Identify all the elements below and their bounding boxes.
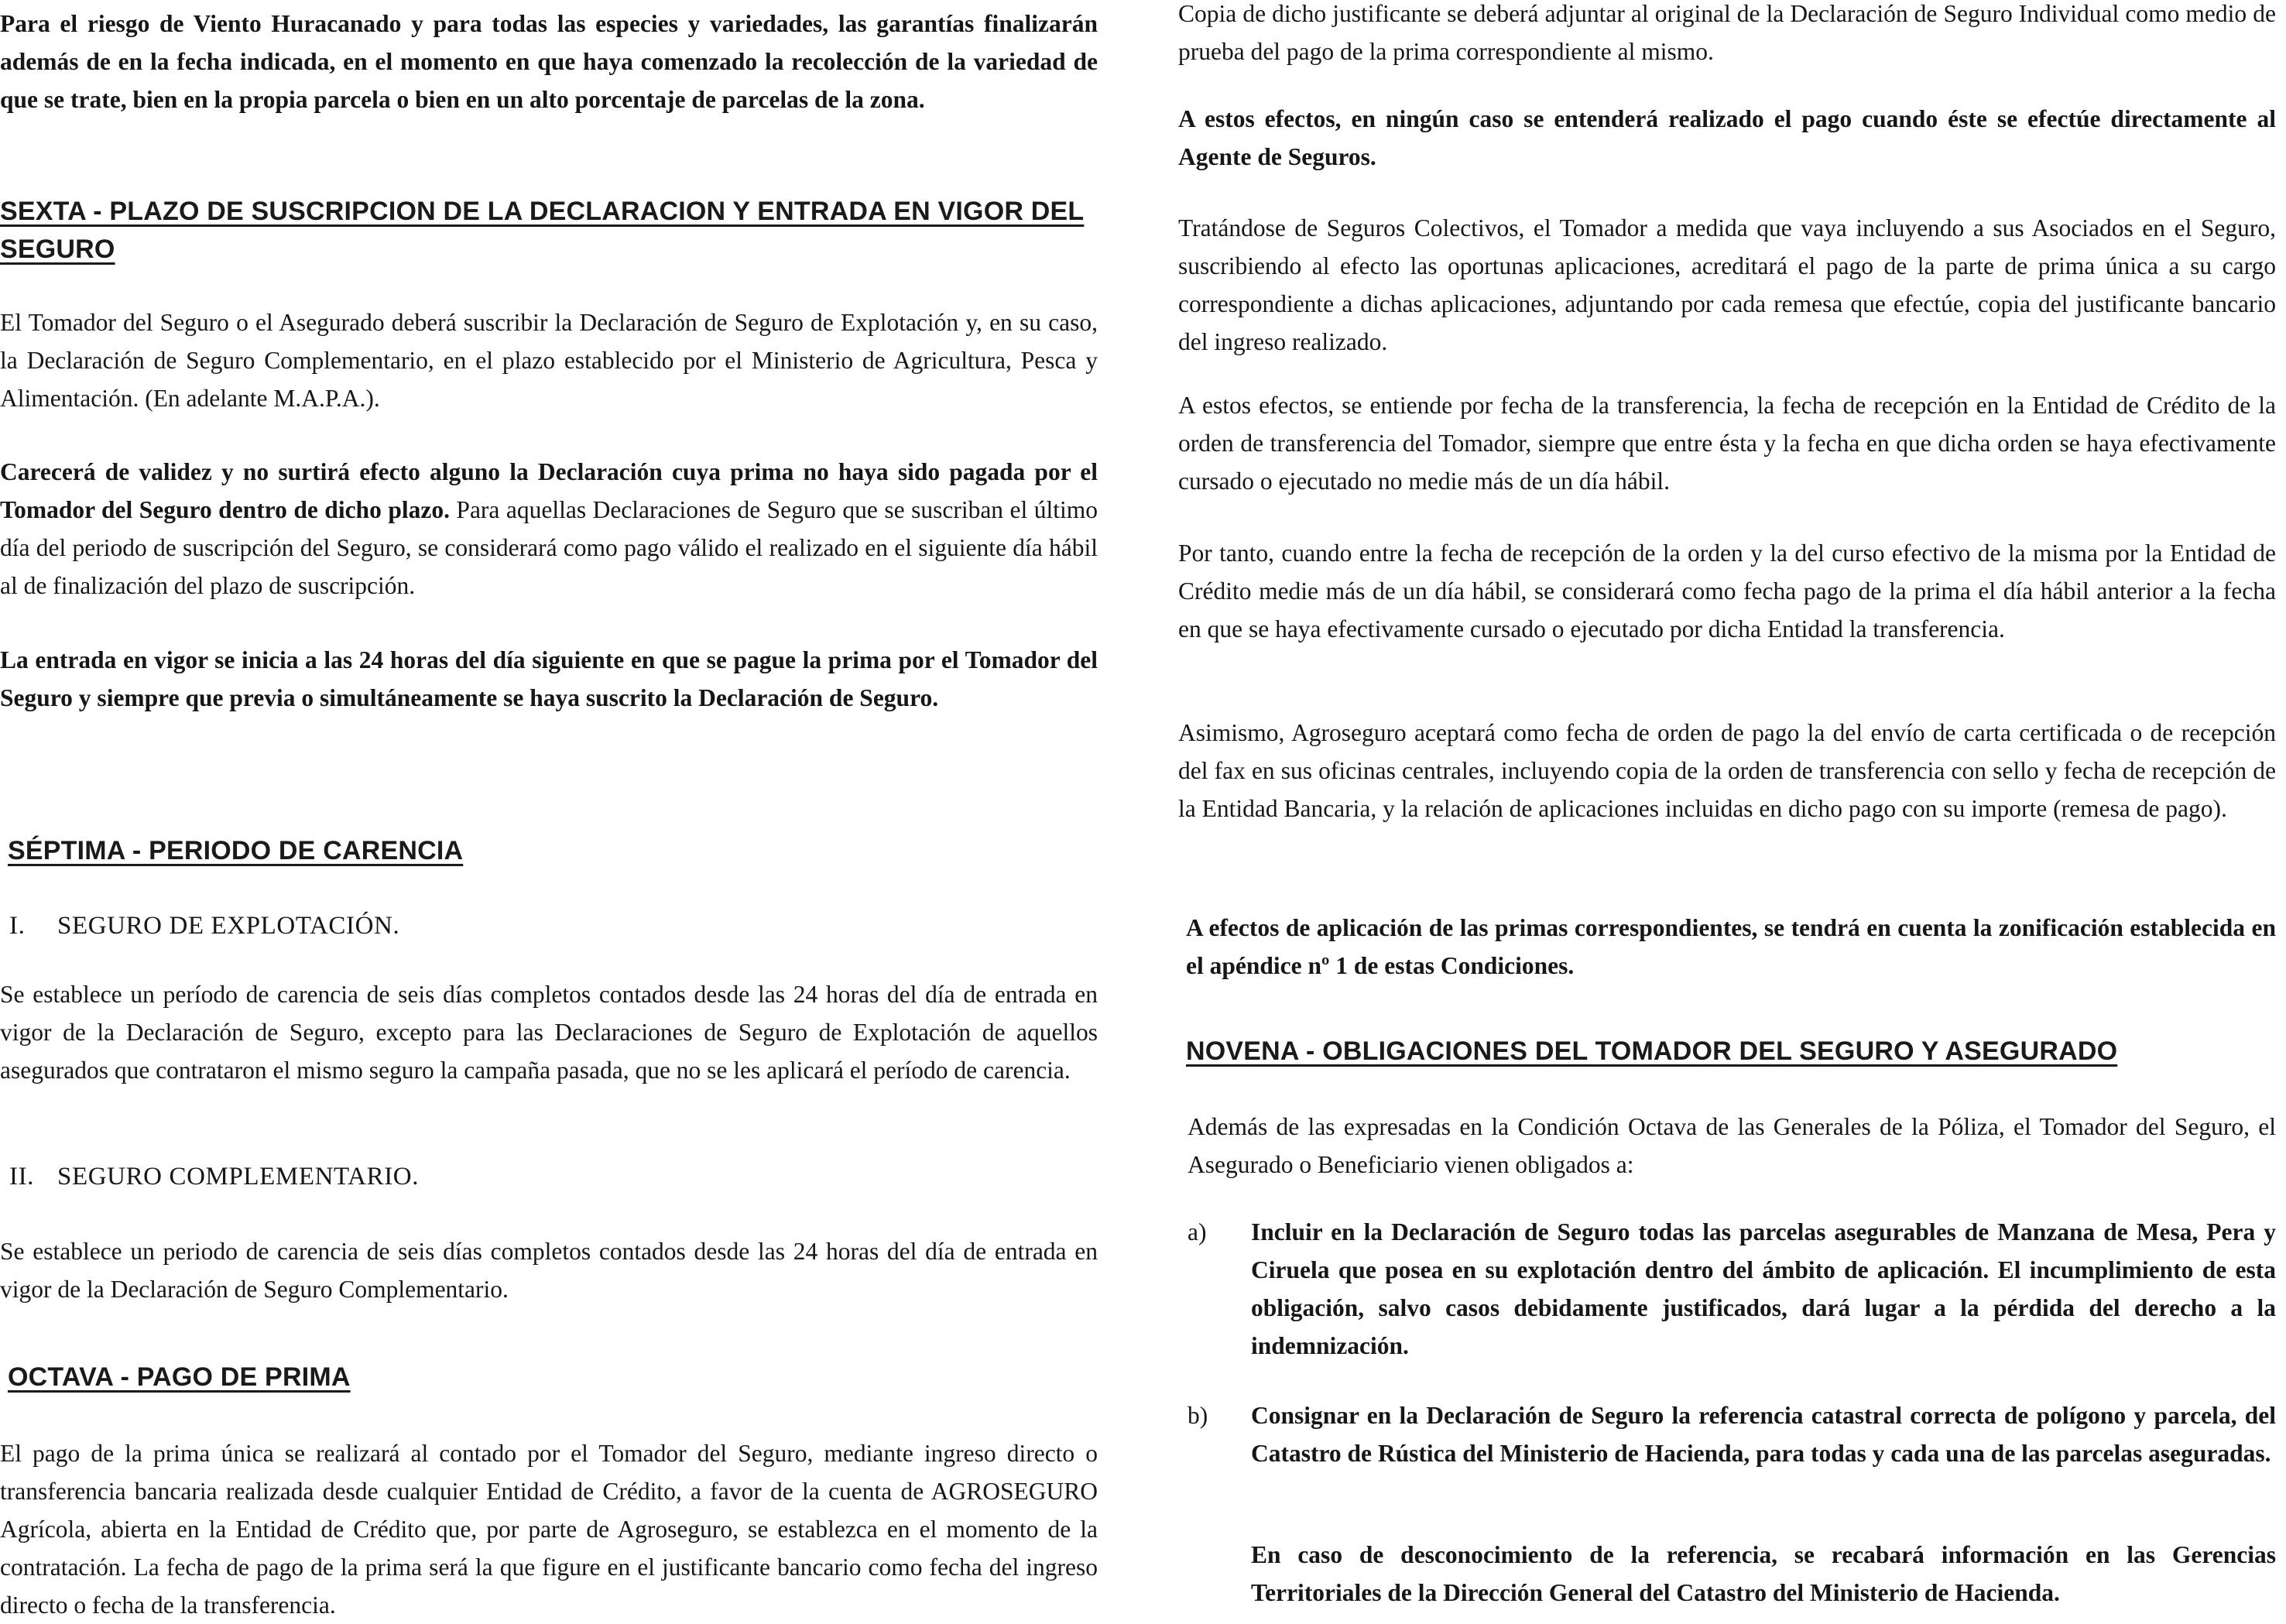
list-item-note-text: En caso de desconocimiento de la referencia, se recabará información en las Gerencias Territoriales de la Dirección General del Catastro del Ministerio de Hacienda. bbox=[1251, 1541, 2276, 1606]
section-septima bbox=[8, 832, 1098, 870]
paragraph-colectivos bbox=[1178, 209, 2276, 361]
paragraph-zonificacion bbox=[1186, 909, 2276, 985]
paragraph-text: Copia de dicho justificante se deberá adjuntar al original de la Declaración de Seguro Individual como medio de prueba del pago de la prima correspondiente al mismo. bbox=[1178, 0, 2276, 65]
paragraph-text: Asimismo, Agroseguro aceptará como fecha de orden de pago la del envío de carta certificada o de recepción del fax en sus oficinas centrales, incluyendo copia de la orden de transferencia con sello y fecha de recepción de la Entidad Bancaria, y la relación de aplicaciones incluidas en dicho pago con su importe (remesa de pago). bbox=[1178, 719, 2276, 822]
paragraph-carencia-explotacion bbox=[0, 975, 1098, 1089]
section-title-octava: OCTAVA - PAGO DE PRIMA bbox=[8, 1362, 351, 1392]
subsection-label: SEGURO COMPLEMENTARIO. bbox=[57, 1163, 420, 1191]
section-novena bbox=[1186, 1033, 2276, 1071]
section-title-novena: NOVENA - OBLIGACIONES DEL TOMADOR DEL SEGURO Y ASEGURADO bbox=[1186, 1036, 2118, 1066]
paragraph-text: A estos efectos, se entiende por fecha de la transferencia, la fecha de recepción en la Entidad de Crédito de la orden de transferencia del Tomador, siempre que entre ésta y la fecha en que dicha orden se haya efectivamente cursado o ejecutado no medie más de un día hábil. bbox=[1178, 392, 2276, 495]
paragraph-text: Para el riesgo de Viento Huracanado y para todas las especies y variedades, las garantías finalizarán además de en la fecha indicada, en el momento en que haya comenzado la recolección de la variedad de que se trate, bien en la propia parcela o bien en un alto porcentaje de parcelas de la zona. bbox=[0, 10, 1098, 113]
paragraph-sexta-3 bbox=[0, 641, 1098, 717]
section-sexta bbox=[0, 193, 1098, 269]
subsection-title bbox=[9, 1158, 1098, 1196]
list-item-b bbox=[1188, 1396, 2276, 1472]
list-item-text: Consignar en la Declaración de Seguro la referencia catastral correcta de polígono y parcela, del Catastro de Rústica del Ministerio de Hacienda, para todas y cada una de las parcelas aseguradas. bbox=[1251, 1402, 2276, 1467]
paragraph-text: Se establece un período de carencia de seis días completos contados desde las 24 horas del día de entrada en vigor de la Declaración de Seguro, excepto para las Declaraciones de Seguro de Explotación de aquellos asegurados que contrataron el mismo seguro la campaña pasada, que no se les aplicará el período de carencia. bbox=[0, 981, 1098, 1084]
paragraph-por-tanto bbox=[1178, 534, 2276, 648]
list-marker: b) bbox=[1188, 1402, 1208, 1429]
paragraph-sexta-1 bbox=[0, 303, 1098, 417]
paragraph-sexta-2 bbox=[0, 453, 1098, 605]
paragraph-copia bbox=[1178, 0, 2276, 70]
paragraph-text: Tratándose de Seguros Colectivos, el Tomador a medida que vaya incluyendo a sus Asociados en el Seguro, suscribiendo al efecto las oportunas aplicaciones, acreditará el pago de la parte de prima única a su cargo correspondiente a dichas aplicaciones, adjuntando por cada remesa que efectúe, copia del justificante bancario del ingreso realizado. bbox=[1178, 214, 2276, 355]
paragraph-agente bbox=[1178, 100, 2276, 176]
paragraph-rest: Para aquellas Declaraciones de Seguro que se suscriban el último día del periodo de suscripción del Seguro, se considerará como pago válido el realizado en el siguiente día hábil al de finalización del plazo de suscripción. bbox=[0, 496, 1098, 599]
paragraph-text: El Tomador del Seguro o el Asegurado deberá suscribir la Declaración de Seguro de Explotación y, en su caso, la Declaración de Seguro Complementario, en el plazo establecido por el Ministerio de Agricultura, Pesca y Alimentación. (En adelante M.A.P.A.). bbox=[0, 309, 1098, 412]
list-marker: a) bbox=[1188, 1218, 1207, 1245]
paragraph-text: A efectos de aplicación de las primas correspondientes, se tendrá en cuenta la zonificación establecida en el apéndice nº 1 de estas Condiciones. bbox=[1186, 914, 2276, 979]
paragraph-asimismo bbox=[1178, 714, 2276, 827]
bold-lead: Carecerá de validez y no surtirá efecto alguno la Declaración cuya prima no haya sido pagada por el Tomador del Seguro dentro de dicho plazo. bbox=[0, 458, 1098, 523]
list-item-b-note bbox=[1188, 1536, 2276, 1612]
paragraph-fecha-transferencia bbox=[1178, 386, 2276, 500]
paragraph-text bbox=[0, 453, 1098, 605]
paragraph-octava bbox=[0, 1434, 1098, 1624]
subsection-title bbox=[9, 907, 1098, 945]
section-title-septima: SÉPTIMA - PERIODO DE CARENCIA bbox=[8, 836, 464, 865]
paragraph-text: Además de las expresadas en la Condición Octava de las Generales de la Póliza, el Tomador del Seguro, el Asegurado o Beneficiario vienen obligados a: bbox=[1188, 1113, 2276, 1178]
paragraph-text: A estos efectos, en ningún caso se entenderá realizado el pago cuando éste se efectúe directamente al Agente de Seguros. bbox=[1178, 105, 2276, 170]
list-item-a bbox=[1188, 1213, 2276, 1365]
paragraph-carencia-complementario bbox=[0, 1232, 1098, 1308]
subsection-label: SEGURO DE EXPLOTACIÓN. bbox=[57, 912, 400, 940]
paragraph-text: Por tanto, cuando entre la fecha de recepción de la orden y la del curso efectivo de la misma por la Entidad de Crédito medie más de un día hábil, se considerará como fecha pago de la prima el día hábil anterior a la fecha en que se haya efectivamente cursado o ejecutado por dicha Entidad la transferencia. bbox=[1178, 540, 2276, 642]
subsection-number: I. bbox=[9, 912, 26, 940]
paragraph-viento-huracanado bbox=[0, 5, 1098, 118]
paragraph-text: El pago de la prima única se realizará al contado por el Tomador del Seguro, mediante ingreso directo o transferencia bancaria realizada desde cualquier Entidad de Crédito, a favor de la cuenta de AGROSEGURO Agrícola, abierta en la Entidad de Crédito que, por parte de Agroseguro, se establezca en el momento de la contratación. La fecha de pago de la prima será la que figure en el justificante bancario como fecha del ingreso directo o fecha de la transferencia. bbox=[0, 1440, 1098, 1619]
subsection-explotacion bbox=[9, 907, 1098, 945]
section-title-sexta: SEXTA - PLAZO DE SUSCRIPCION DE LA DECLARACION Y ENTRADA EN VIGOR DEL SEGURO bbox=[0, 197, 1085, 264]
section-octava bbox=[8, 1358, 1098, 1396]
paragraph-text: La entrada en vigor se inicia a las 24 horas del día siguiente en que se pague la prima por el Tomador del Seguro y siempre que previa o simultáneamente se haya suscrito la Declaración de Seguro. bbox=[0, 646, 1098, 711]
subsection-complementario bbox=[9, 1158, 1098, 1196]
paragraph-novena-intro bbox=[1188, 1108, 2276, 1184]
list-item-text: Incluir en la Declaración de Seguro todas las parcelas asegurables de Manzana de Mesa, Pera y Ciruela que posea en su explotación dentro del ámbito de aplicación. El incumplimiento de esta obligación, salvo casos debidamente justificados, dará lugar a la pérdida del derecho a la indemnización. bbox=[1251, 1218, 2276, 1359]
subsection-number: II. bbox=[9, 1163, 35, 1191]
paragraph-text: Se establece un periodo de carencia de seis días completos contados desde las 24 horas del día de entrada en vigor de la Declaración de Seguro Complementario. bbox=[0, 1238, 1098, 1303]
